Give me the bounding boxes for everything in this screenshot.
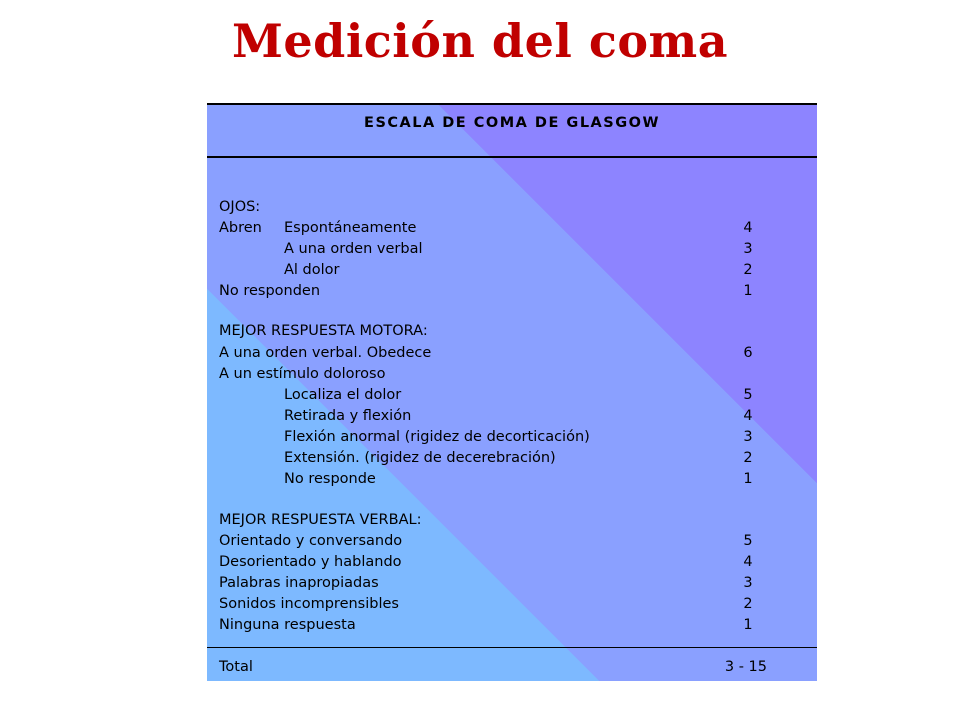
total-value: 3 - 15 — [724, 659, 767, 675]
table-row-text: A una orden verbal. Obedece — [219, 345, 432, 361]
glasgow-coma-scale-table — [207, 103, 817, 681]
table-row-score: 2 — [743, 262, 753, 278]
table-row-score: 1 — [743, 471, 753, 487]
table-row-score: 4 — [743, 220, 753, 236]
table-row-score: 3 — [743, 575, 753, 591]
table-row-text: Palabras inapropiadas — [219, 575, 379, 591]
table-row-text: Localiza el dolor — [284, 387, 402, 403]
table-top-rule — [207, 103, 817, 105]
table-row-score: 2 — [743, 596, 753, 612]
section-label-eyes: OJOS: — [219, 199, 261, 215]
table-heading: ESCALA DE COMA DE GLASGOW — [364, 115, 660, 131]
table-row-text: Extensión. (rigidez de decerebración) — [284, 450, 556, 466]
table-row-score: 1 — [743, 617, 753, 633]
table-row-score: 6 — [743, 345, 753, 361]
table-row-text: Desorientado y hablando — [219, 554, 402, 570]
section-label-motor: MEJOR RESPUESTA MOTORA: — [219, 323, 428, 339]
table-row-score: 3 — [743, 241, 753, 257]
table-row-score: 3 — [743, 429, 753, 445]
table-row-text: Orientado y conversando — [219, 533, 403, 549]
table-row-score: 4 — [743, 408, 753, 424]
table-row-text: Sonidos incomprensibles — [219, 596, 399, 612]
table-row-text: No responde — [284, 471, 376, 487]
header-divider — [207, 156, 817, 158]
table-row-score: 5 — [743, 387, 753, 403]
total-label: Total — [219, 659, 253, 675]
section-label-verbal: MEJOR RESPUESTA VERBAL: — [219, 512, 422, 528]
table-row-text: A un estímulo doloroso — [219, 366, 386, 382]
table-row-text: Retirada y flexión — [284, 408, 412, 424]
table-row-score: 4 — [743, 554, 753, 570]
eyes-group-label: Abren — [219, 220, 262, 236]
table-row-text: Al dolor — [284, 262, 340, 278]
table-row-text: A una orden verbal — [284, 241, 423, 257]
table-row-text: Ninguna respuesta — [219, 617, 356, 633]
table-row-text: Espontáneamente — [284, 220, 417, 236]
table-row-score: 5 — [743, 533, 753, 549]
table-row-score: 2 — [743, 450, 753, 466]
slide-title: Medición del coma — [231, 14, 729, 68]
table-row-text: Flexión anormal (rigidez de decorticación) — [284, 429, 590, 445]
table-row-text: No responden — [219, 283, 321, 299]
total-divider — [207, 647, 817, 648]
table-row-score: 1 — [743, 283, 753, 299]
